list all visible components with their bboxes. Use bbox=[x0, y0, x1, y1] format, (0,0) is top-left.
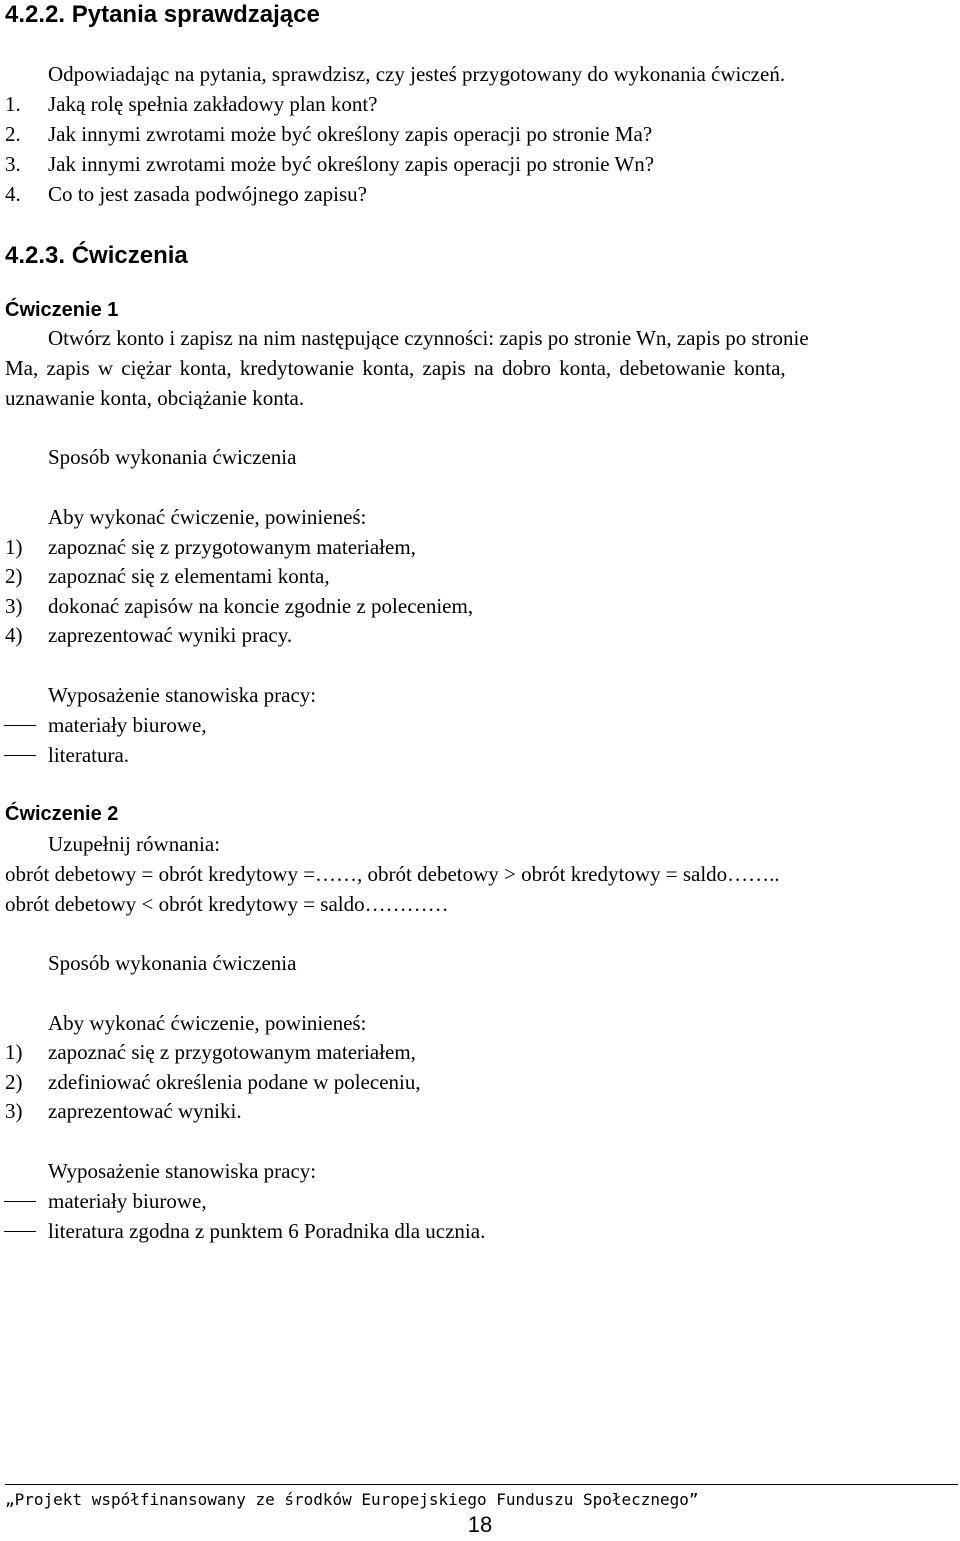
footer-text: „Projekt współfinansowany ze środków Europejskiego Funduszu Społecznego” bbox=[5, 1490, 699, 1509]
question-text: Jaką rolę spełnia zakładowy plan kont? bbox=[48, 92, 378, 116]
dash-bullet-icon bbox=[4, 725, 36, 726]
exercise-2-method-label: Sposób wykonania ćwiczenia bbox=[48, 951, 297, 975]
step-number: 3) bbox=[5, 1099, 23, 1123]
questions-intro: Odpowiadając na pytania, sprawdzisz, czy jesteś przygotowany do wykonania ćwiczeń. bbox=[48, 62, 786, 86]
exercise-1-instruction-line: Ma, zapis w ciężar konta, kredytowanie konta, zapis na dobro konta, debetowanie konta, bbox=[5, 356, 786, 380]
section-heading-questions: 4.2.2. Pytania sprawdzające bbox=[5, 1, 320, 28]
dash-bullet-icon bbox=[4, 1201, 36, 1202]
step-number: 3) bbox=[5, 594, 23, 618]
exercise-1-instruction-line: uznawanie konta, obciążanie konta. bbox=[5, 386, 305, 410]
step-text: zapoznać się z przygotowanym materiałem, bbox=[48, 1040, 416, 1064]
question-text: Co to jest zasada podwójnego zapisu? bbox=[48, 182, 367, 206]
step-text: zaprezentować wyniki. bbox=[48, 1099, 242, 1123]
step-text: zapoznać się z przygotowanym materiałem, bbox=[48, 535, 416, 559]
equipment-item: literatura. bbox=[48, 743, 130, 767]
equipment-item: literatura zgodna z punktem 6 Poradnika dla ucznia. bbox=[48, 1219, 486, 1243]
step-text: dokonać zapisów na koncie zgodnie z poleceniem, bbox=[48, 594, 474, 618]
exercise-2-task: Uzupełnij równania: bbox=[48, 832, 221, 856]
exercise-1-equipment-label: Wyposażenie stanowiska pracy: bbox=[48, 683, 317, 707]
step-number: 1) bbox=[5, 1040, 23, 1064]
exercise-1-should-label: Aby wykonać ćwiczenie, powinieneś: bbox=[48, 505, 367, 529]
question-number: 2. bbox=[5, 122, 21, 146]
exercise-2-equipment-label: Wyposażenie stanowiska pracy: bbox=[48, 1159, 317, 1183]
step-number: 1) bbox=[5, 535, 23, 559]
question-number: 4. bbox=[5, 182, 21, 206]
dash-bullet-icon bbox=[4, 755, 36, 756]
step-number: 2) bbox=[5, 564, 23, 588]
step-text: zdefiniować określenia podane w poleceniu, bbox=[48, 1070, 421, 1094]
step-text: zapoznać się z elementami konta, bbox=[48, 564, 330, 588]
page-number: 18 bbox=[467, 1512, 493, 1537]
exercise-2-should-label: Aby wykonać ćwiczenie, powinieneś: bbox=[48, 1011, 367, 1035]
equipment-item: materiały biurowe, bbox=[48, 1189, 207, 1213]
question-text: Jak innymi zwrotami może być określony zapis operacji po stronie Wn? bbox=[48, 152, 655, 176]
dash-bullet-icon bbox=[4, 1231, 36, 1232]
exercise-2-equation-line: obrót debetowy = obrót kredytowy =……, obrót debetowy > obrót kredytowy = saldo…….. bbox=[5, 862, 780, 886]
question-text: Jak innymi zwrotami może być określony zapis operacji po stronie Ma? bbox=[48, 122, 653, 146]
exercise-1-method-label: Sposób wykonania ćwiczenia bbox=[48, 445, 297, 469]
question-number: 3. bbox=[5, 152, 21, 176]
exercise-1-title: Ćwiczenie 1 bbox=[5, 299, 119, 321]
equipment-item: materiały biurowe, bbox=[48, 713, 207, 737]
section-heading-exercises: 4.2.3. Ćwiczenia bbox=[5, 242, 188, 269]
step-text: zaprezentować wyniki pracy. bbox=[48, 623, 293, 647]
footer-divider bbox=[5, 1484, 958, 1485]
question-number: 1. bbox=[5, 92, 21, 116]
exercise-2-title: Ćwiczenie 2 bbox=[5, 803, 119, 825]
exercise-1-instruction-line: Otwórz konto i zapisz na nim następujące czynności: zapis po stronie Wn, zapis po stronie bbox=[48, 326, 809, 350]
step-number: 4) bbox=[5, 623, 23, 647]
step-number: 2) bbox=[5, 1070, 23, 1094]
exercise-2-equation-line: obrót debetowy < obrót kredytowy = saldo………… bbox=[5, 892, 449, 916]
